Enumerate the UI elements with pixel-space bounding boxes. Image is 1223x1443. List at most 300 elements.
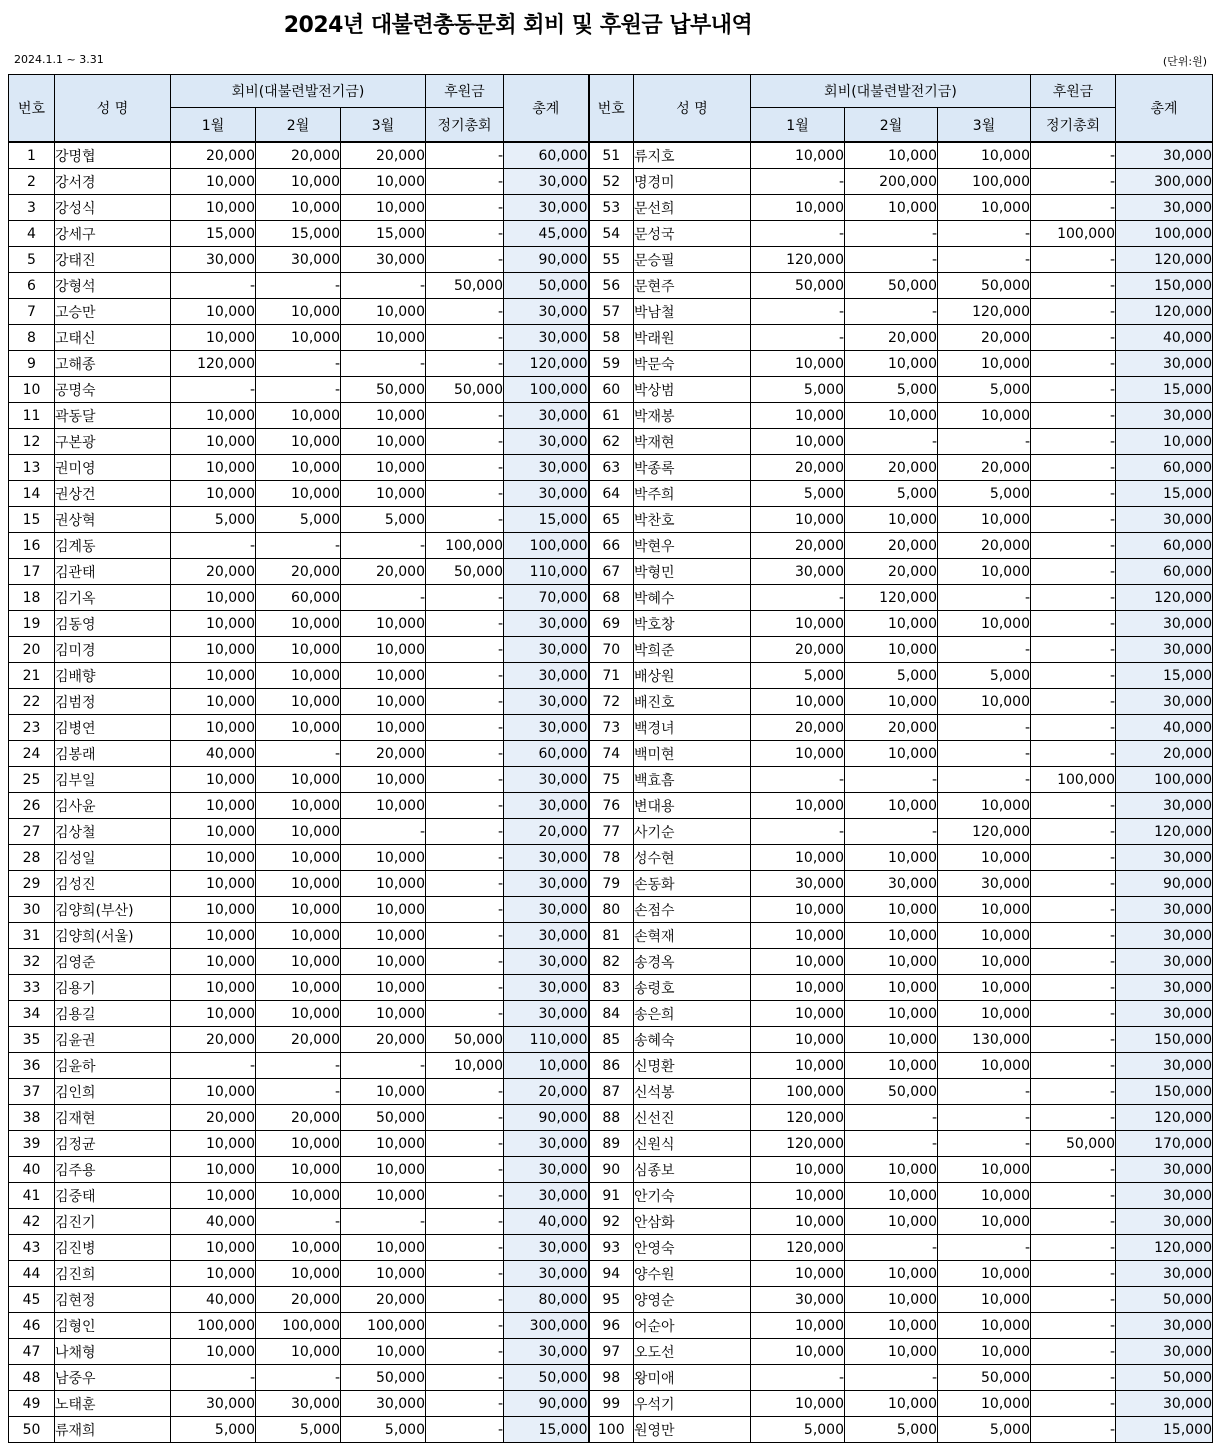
right-dues-month-2: 10,000 [845, 923, 938, 949]
right-member-no: 89 [589, 1131, 634, 1157]
right-member-name: 배상원 [634, 663, 751, 689]
right-dues-month-1: 10,000 [751, 611, 845, 637]
left-member-no: 12 [9, 429, 55, 455]
left-dues-month-3: 10,000 [341, 1183, 426, 1209]
left-dues-month-3: 50,000 [341, 377, 426, 403]
right-dues-month-1: 30,000 [751, 1287, 845, 1313]
left-dues-month-3: 10,000 [341, 1157, 426, 1183]
left-donation-general-meeting: - [426, 429, 504, 455]
left-dues-month-2: 30,000 [256, 247, 341, 273]
table-row [9, 351, 1213, 377]
right-dues-month-3: 50,000 [938, 1365, 1031, 1391]
left-member-no: 32 [9, 949, 55, 975]
left-dues-month-3: 10,000 [341, 195, 426, 221]
left-dues-month-2: 20,000 [256, 1287, 341, 1313]
left-member-name: 강태진 [55, 247, 171, 273]
left-member-no: 19 [9, 611, 55, 637]
left-member-name: 김양희(부산) [55, 897, 171, 923]
left-dues-month-2: 15,000 [256, 221, 341, 247]
left-dues-month-2: 10,000 [256, 767, 341, 793]
left-row-total: 110,000 [504, 559, 589, 585]
left-row-total: 30,000 [504, 637, 589, 663]
left-row-total: 30,000 [504, 195, 589, 221]
table-row [9, 923, 1213, 949]
left-dues-month-2: - [256, 273, 341, 299]
left-dues-month-1: 10,000 [171, 1183, 256, 1209]
right-dues-month-1: 30,000 [751, 871, 845, 897]
right-row-total: 300,000 [1116, 169, 1213, 195]
table-row [9, 273, 1213, 299]
left-member-name: 권상건 [55, 481, 171, 507]
left-donation-general-meeting: - [426, 1235, 504, 1261]
right-dues-month-3: 5,000 [938, 481, 1031, 507]
right-member-name: 박형민 [634, 559, 751, 585]
right-dues-month-1: 10,000 [751, 1209, 845, 1235]
left-dues-month-2: 10,000 [256, 1183, 341, 1209]
left-member-name: 강세구 [55, 221, 171, 247]
right-member-no: 58 [589, 325, 634, 351]
left-member-no: 18 [9, 585, 55, 611]
header-donation: 후원금 [1031, 75, 1116, 108]
right-donation-general-meeting: - [1031, 1365, 1116, 1391]
left-row-total: 30,000 [504, 845, 589, 871]
left-dues-month-2: - [256, 377, 341, 403]
right-member-no: 84 [589, 1001, 634, 1027]
table-row [9, 1001, 1213, 1027]
right-donation-general-meeting: - [1031, 1001, 1116, 1027]
left-member-no: 29 [9, 871, 55, 897]
right-member-no: 51 [589, 142, 634, 169]
left-member-no: 44 [9, 1261, 55, 1287]
left-donation-general-meeting: - [426, 1365, 504, 1391]
left-dues-month-3: - [341, 1209, 426, 1235]
right-row-total: 15,000 [1116, 481, 1213, 507]
left-row-total: 15,000 [504, 1417, 589, 1443]
left-row-total: 30,000 [504, 1339, 589, 1365]
left-row-total: 100,000 [504, 377, 589, 403]
left-dues-month-2: - [256, 1209, 341, 1235]
left-dues-month-3: - [341, 1053, 426, 1079]
right-donation-general-meeting: - [1031, 975, 1116, 1001]
left-dues-month-3: 20,000 [341, 142, 426, 169]
right-member-name: 손동화 [634, 871, 751, 897]
right-dues-month-2: 50,000 [845, 1079, 938, 1105]
right-member-no: 71 [589, 663, 634, 689]
left-dues-month-3: - [341, 273, 426, 299]
right-dues-month-2: 10,000 [845, 637, 938, 663]
left-dues-month-1: 10,000 [171, 715, 256, 741]
right-donation-general-meeting: - [1031, 819, 1116, 845]
right-member-name: 사기순 [634, 819, 751, 845]
left-row-total: 30,000 [504, 1261, 589, 1287]
left-dues-month-2: - [256, 1053, 341, 1079]
left-member-no: 38 [9, 1105, 55, 1131]
left-dues-month-1: 10,000 [171, 923, 256, 949]
right-dues-month-1: 10,000 [751, 1339, 845, 1365]
left-dues-month-3: 10,000 [341, 403, 426, 429]
left-dues-month-3: 10,000 [341, 299, 426, 325]
left-dues-month-2: 5,000 [256, 507, 341, 533]
left-row-total: 30,000 [504, 767, 589, 793]
right-member-name: 손혁재 [634, 923, 751, 949]
left-row-total: 30,000 [504, 689, 589, 715]
right-member-name: 박혜수 [634, 585, 751, 611]
left-member-no: 42 [9, 1209, 55, 1235]
right-row-total: 120,000 [1116, 1105, 1213, 1131]
left-member-name: 공명숙 [55, 377, 171, 403]
right-member-no: 85 [589, 1027, 634, 1053]
right-donation-general-meeting: - [1031, 559, 1116, 585]
left-member-name: 김정균 [55, 1131, 171, 1157]
left-dues-month-2: 10,000 [256, 455, 341, 481]
right-dues-month-2: - [845, 1105, 938, 1131]
right-member-name: 성수현 [634, 845, 751, 871]
left-donation-general-meeting: - [426, 975, 504, 1001]
left-member-no: 46 [9, 1313, 55, 1339]
left-dues-month-1: 10,000 [171, 455, 256, 481]
right-donation-general-meeting: - [1031, 142, 1116, 169]
left-member-name: 권상혁 [55, 507, 171, 533]
left-dues-month-2: 20,000 [256, 559, 341, 585]
left-row-total: 30,000 [504, 169, 589, 195]
table-row [9, 533, 1213, 559]
left-dues-month-3: 10,000 [341, 429, 426, 455]
table-row [9, 142, 1213, 169]
right-member-no: 55 [589, 247, 634, 273]
left-dues-month-2: 10,000 [256, 1235, 341, 1261]
left-dues-month-1: 20,000 [171, 142, 256, 169]
table-row [9, 975, 1213, 1001]
right-dues-month-2: 5,000 [845, 663, 938, 689]
left-member-no: 13 [9, 455, 55, 481]
left-member-no: 25 [9, 767, 55, 793]
table-row [9, 949, 1213, 975]
table-row [9, 1417, 1213, 1443]
right-donation-general-meeting: - [1031, 871, 1116, 897]
right-donation-general-meeting: - [1031, 273, 1116, 299]
header-donation: 후원금 [426, 75, 504, 108]
right-dues-month-2: 10,000 [845, 1287, 938, 1313]
right-donation-general-meeting: - [1031, 897, 1116, 923]
left-member-name: 김진병 [55, 1235, 171, 1261]
left-member-no: 8 [9, 325, 55, 351]
right-donation-general-meeting: - [1031, 247, 1116, 273]
left-member-name: 김재현 [55, 1105, 171, 1131]
right-row-total: 30,000 [1116, 195, 1213, 221]
right-dues-month-3: 5,000 [938, 1417, 1031, 1443]
left-dues-month-1: 10,000 [171, 637, 256, 663]
left-dues-month-3: 10,000 [341, 663, 426, 689]
right-member-no: 65 [589, 507, 634, 533]
left-dues-month-3: 20,000 [341, 741, 426, 767]
right-member-no: 66 [589, 533, 634, 559]
left-dues-month-3: 30,000 [341, 247, 426, 273]
right-row-total: 120,000 [1116, 819, 1213, 845]
left-member-name: 권미영 [55, 455, 171, 481]
right-dues-month-3: 20,000 [938, 455, 1031, 481]
right-dues-month-1: - [751, 767, 845, 793]
left-dues-month-2: 10,000 [256, 637, 341, 663]
left-donation-general-meeting: - [426, 819, 504, 845]
left-dues-month-1: 10,000 [171, 871, 256, 897]
left-member-no: 20 [9, 637, 55, 663]
right-dues-month-3: - [938, 1079, 1031, 1105]
right-donation-general-meeting: - [1031, 611, 1116, 637]
right-dues-month-1: 10,000 [751, 1027, 845, 1053]
left-donation-general-meeting: - [426, 611, 504, 637]
left-member-no: 11 [9, 403, 55, 429]
left-dues-month-3: 20,000 [341, 559, 426, 585]
right-row-total: 30,000 [1116, 1391, 1213, 1417]
right-dues-month-3: 100,000 [938, 169, 1031, 195]
right-donation-general-meeting: - [1031, 741, 1116, 767]
left-dues-month-2: 10,000 [256, 715, 341, 741]
right-dues-month-3: 10,000 [938, 1001, 1031, 1027]
left-member-name: 구본광 [55, 429, 171, 455]
right-member-no: 67 [589, 559, 634, 585]
left-row-total: 30,000 [504, 871, 589, 897]
left-member-no: 17 [9, 559, 55, 585]
left-member-no: 50 [9, 1417, 55, 1443]
left-dues-month-1: 10,000 [171, 1131, 256, 1157]
left-donation-general-meeting: - [426, 325, 504, 351]
left-member-no: 15 [9, 507, 55, 533]
left-member-no: 47 [9, 1339, 55, 1365]
right-dues-month-1: 10,000 [751, 1001, 845, 1027]
right-dues-month-1: 10,000 [751, 975, 845, 1001]
left-donation-general-meeting: - [426, 481, 504, 507]
right-donation-general-meeting: 100,000 [1031, 221, 1116, 247]
left-dues-month-2: 10,000 [256, 663, 341, 689]
left-dues-month-1: 40,000 [171, 741, 256, 767]
right-dues-month-2: - [845, 819, 938, 845]
left-row-total: 15,000 [504, 507, 589, 533]
left-dues-month-2: 20,000 [256, 1105, 341, 1131]
left-member-no: 39 [9, 1131, 55, 1157]
left-donation-general-meeting: - [426, 1079, 504, 1105]
left-donation-general-meeting: - [426, 221, 504, 247]
right-member-no: 68 [589, 585, 634, 611]
header-month-3: 3월 [341, 108, 426, 143]
right-dues-month-2: 10,000 [845, 689, 938, 715]
right-row-total: 30,000 [1116, 1183, 1213, 1209]
right-member-no: 79 [589, 871, 634, 897]
table-row [9, 897, 1213, 923]
right-row-total: 40,000 [1116, 325, 1213, 351]
right-dues-month-3: 20,000 [938, 325, 1031, 351]
left-member-no: 3 [9, 195, 55, 221]
table-row [9, 1391, 1213, 1417]
left-dues-month-3: 10,000 [341, 689, 426, 715]
right-dues-month-3: 10,000 [938, 559, 1031, 585]
right-dues-month-1: 50,000 [751, 273, 845, 299]
right-dues-month-3: 10,000 [938, 142, 1031, 169]
table-row [9, 1053, 1213, 1079]
left-row-total: 20,000 [504, 1079, 589, 1105]
left-row-total: 40,000 [504, 1209, 589, 1235]
left-dues-month-3: 10,000 [341, 845, 426, 871]
right-donation-general-meeting: - [1031, 845, 1116, 871]
left-dues-month-2: 10,000 [256, 195, 341, 221]
right-member-no: 78 [589, 845, 634, 871]
right-member-name: 우석기 [634, 1391, 751, 1417]
left-dues-month-3: 50,000 [341, 1105, 426, 1131]
left-donation-general-meeting: - [426, 845, 504, 871]
left-dues-month-1: 5,000 [171, 1417, 256, 1443]
right-dues-month-3: 10,000 [938, 1339, 1031, 1365]
right-member-name: 명경미 [634, 169, 751, 195]
left-member-name: 김봉래 [55, 741, 171, 767]
left-row-total: 30,000 [504, 1131, 589, 1157]
left-donation-general-meeting: - [426, 195, 504, 221]
left-dues-month-3: - [341, 533, 426, 559]
left-dues-month-2: 10,000 [256, 923, 341, 949]
left-dues-month-1: 10,000 [171, 1339, 256, 1365]
right-member-no: 69 [589, 611, 634, 637]
left-member-name: 김동영 [55, 611, 171, 637]
left-member-name: 김범정 [55, 689, 171, 715]
table-row [9, 169, 1213, 195]
right-member-no: 93 [589, 1235, 634, 1261]
left-dues-month-3: 15,000 [341, 221, 426, 247]
right-dues-month-2: 20,000 [845, 715, 938, 741]
right-row-total: 170,000 [1116, 1131, 1213, 1157]
left-dues-month-3: 10,000 [341, 481, 426, 507]
left-donation-general-meeting: - [426, 142, 504, 169]
header-dues-group: 회비(대불련발전기금) [171, 75, 426, 108]
left-dues-month-3: 20,000 [341, 1027, 426, 1053]
left-dues-month-3: - [341, 585, 426, 611]
table-row [9, 221, 1213, 247]
left-donation-general-meeting: - [426, 1001, 504, 1027]
table-row [9, 637, 1213, 663]
right-member-name: 박재현 [634, 429, 751, 455]
left-donation-general-meeting: - [426, 1261, 504, 1287]
left-dues-month-2: 10,000 [256, 325, 341, 351]
right-dues-month-1: - [751, 585, 845, 611]
left-row-total: 45,000 [504, 221, 589, 247]
left-member-name: 김형인 [55, 1313, 171, 1339]
right-member-no: 100 [589, 1417, 634, 1443]
left-donation-general-meeting: - [426, 637, 504, 663]
right-member-name: 오도선 [634, 1339, 751, 1365]
table-row [9, 1365, 1213, 1391]
left-member-no: 41 [9, 1183, 55, 1209]
right-dues-month-2: - [845, 767, 938, 793]
left-donation-general-meeting: - [426, 741, 504, 767]
left-row-total: 30,000 [504, 715, 589, 741]
table-row [9, 1105, 1213, 1131]
table-row [9, 741, 1213, 767]
table-row [9, 611, 1213, 637]
right-row-total: 10,000 [1116, 429, 1213, 455]
left-dues-month-2: 100,000 [256, 1313, 341, 1339]
left-dues-month-1: 10,000 [171, 195, 256, 221]
right-donation-general-meeting: - [1031, 1105, 1116, 1131]
right-dues-month-3: 10,000 [938, 403, 1031, 429]
right-member-name: 안영숙 [634, 1235, 751, 1261]
right-dues-month-2: 10,000 [845, 793, 938, 819]
right-row-total: 30,000 [1116, 1313, 1213, 1339]
right-dues-month-2: - [845, 1365, 938, 1391]
left-donation-general-meeting: - [426, 585, 504, 611]
right-donation-general-meeting: - [1031, 1287, 1116, 1313]
left-dues-month-3: 20,000 [341, 1287, 426, 1313]
left-dues-month-1: 40,000 [171, 1209, 256, 1235]
right-member-name: 어순아 [634, 1313, 751, 1339]
left-dues-month-2: - [256, 741, 341, 767]
right-member-no: 63 [589, 455, 634, 481]
left-dues-month-1: 10,000 [171, 897, 256, 923]
right-donation-general-meeting: - [1031, 585, 1116, 611]
right-dues-month-2: 20,000 [845, 325, 938, 351]
right-donation-general-meeting: - [1031, 299, 1116, 325]
right-dues-month-1: 10,000 [751, 845, 845, 871]
right-donation-general-meeting: - [1031, 169, 1116, 195]
right-dues-month-1: 5,000 [751, 1417, 845, 1443]
left-donation-general-meeting: 50,000 [426, 559, 504, 585]
right-member-no: 77 [589, 819, 634, 845]
right-donation-general-meeting: - [1031, 689, 1116, 715]
right-dues-month-1: 20,000 [751, 637, 845, 663]
right-dues-month-2: 10,000 [845, 949, 938, 975]
right-member-no: 70 [589, 637, 634, 663]
left-member-no: 6 [9, 273, 55, 299]
right-member-no: 90 [589, 1157, 634, 1183]
right-dues-month-1: 10,000 [751, 507, 845, 533]
right-row-total: 30,000 [1116, 351, 1213, 377]
left-dues-month-2: 10,000 [256, 1001, 341, 1027]
right-row-total: 40,000 [1116, 715, 1213, 741]
left-dues-month-1: 10,000 [171, 767, 256, 793]
left-dues-month-1: 10,000 [171, 845, 256, 871]
right-dues-month-2: 10,000 [845, 975, 938, 1001]
left-member-name: 김병연 [55, 715, 171, 741]
left-member-name: 김상철 [55, 819, 171, 845]
right-row-total: 150,000 [1116, 1027, 1213, 1053]
left-dues-month-1: 10,000 [171, 793, 256, 819]
header-month-1: 1월 [171, 108, 256, 143]
right-dues-month-1: 10,000 [751, 741, 845, 767]
table-header [9, 75, 1213, 143]
right-dues-month-3: 10,000 [938, 845, 1031, 871]
left-member-name: 곽동달 [55, 403, 171, 429]
right-member-no: 87 [589, 1079, 634, 1105]
left-dues-month-1: 10,000 [171, 949, 256, 975]
left-donation-general-meeting: - [426, 715, 504, 741]
left-dues-month-1: 10,000 [171, 325, 256, 351]
table-row [9, 1287, 1213, 1313]
right-dues-month-1: - [751, 299, 845, 325]
right-dues-month-3: 20,000 [938, 533, 1031, 559]
right-member-no: 83 [589, 975, 634, 1001]
left-row-total: 50,000 [504, 273, 589, 299]
left-member-no: 28 [9, 845, 55, 871]
left-dues-month-1: 10,000 [171, 481, 256, 507]
right-dues-month-3: 10,000 [938, 1287, 1031, 1313]
left-row-total: 30,000 [504, 403, 589, 429]
left-member-name: 김영준 [55, 949, 171, 975]
left-member-no: 24 [9, 741, 55, 767]
left-row-total: 30,000 [504, 1157, 589, 1183]
left-donation-general-meeting: 50,000 [426, 273, 504, 299]
left-member-name: 강서경 [55, 169, 171, 195]
left-dues-month-3: 10,000 [341, 325, 426, 351]
right-dues-month-2: 10,000 [845, 741, 938, 767]
right-donation-general-meeting: - [1031, 481, 1116, 507]
right-dues-month-3: 120,000 [938, 819, 1031, 845]
left-donation-general-meeting: - [426, 169, 504, 195]
